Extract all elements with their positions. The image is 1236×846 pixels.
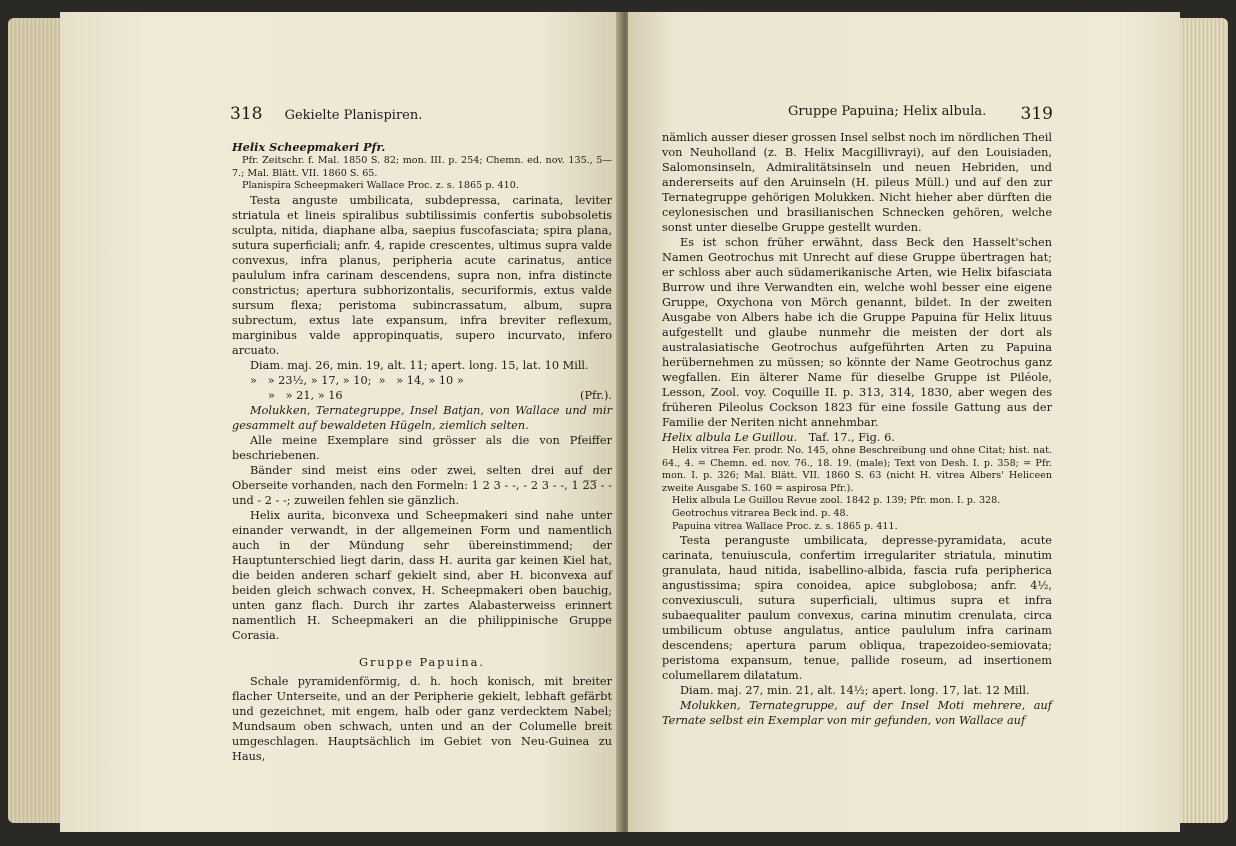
left-running-head (230, 104, 615, 124)
para-baender: Bänder sind meist eins oder zwei, selten drei auf der Oberseite vorhanden, nach den Formeln: 1 2 3 - -, - 2 3 - -, 1 2̅3̅ - - und - 2 - -; zuweilen fehlen sie gänzlich. (232, 463, 612, 507)
species-title: Helix Scheepmakeri Pfr. (232, 140, 386, 154)
measurement-line-1: Diam. maj. 26, min. 19, alt. 11; apert. long. 15, lat. 10 Mill. (250, 358, 589, 372)
right-page-number: 319 (1020, 104, 1053, 124)
reference-vitrea: Helix vitrea Fer. prodr. No. 145, ohne Beschreibung und ohne Citat; hist. nat. 64., 4. = Chemn. ed. nov. 76., 18. 19. (male); Text von Desh. I. p. 358; = Pfr. mon. I. p. 326; Mal. Blätt. VII. 1860 S. 63 (nicht H. vitrea Albers' Heliceen zweite Ausgabe S. 160 = aspirosa Pfr.). (662, 445, 1052, 494)
left-page (60, 12, 622, 832)
reference-1: Pfr. Zeitschr. f. Mal. 1850 S. 82; mon. III. p. 254; Chemn. ed. nov. 135., 5—7.; Mal. Blätt. VII. 1860 S. 65. (232, 155, 612, 179)
figure-reference: Taf. 17., Fig. 6. (808, 431, 895, 444)
measurement-line-3: » » 21, » 16 (268, 388, 343, 402)
reference-papuina: Papuina vitrea Wallace Proc. z. s. 1865 p. 411. (672, 520, 898, 532)
reference-geotrochus: Geotrochus vitrarea Beck ind. p. 48. (672, 507, 849, 519)
locality-albula: Molukken, Ternategruppe, auf der Insel Moti mehrere, auf Ternate selbst ein Exemplar von mir gefunden, von Wallace auf (662, 699, 1052, 728)
para-exemplare: Alle meine Exemplare sind grösser als die von Pfeiffer beschriebenen. (232, 433, 612, 462)
species-title-albula: Helix albula Le Guillou. (662, 431, 798, 444)
right-page (628, 12, 1180, 832)
right-running-head (658, 104, 1053, 124)
page-edges-left (8, 18, 68, 823)
measurement-source: (Pfr.). (580, 388, 612, 402)
para-aurita: Helix aurita, biconvexa und Scheepmakeri sind nahe unter einander verwandt, in der allgemeinen Form und namentlich auch in der Mündung sehr übereinstimmend; der Hauptunterschied liegt darin, dass H. aurita gar keinen Kiel hat, die beiden anderen scharf gekielt sind, aber H. biconvexa auf beiden gleich schwach convex, H. Scheepmakeri oben bauchig, unten ganz flach. Durch ihr zartes Alabasterweiss erinnert namentlich H. Scheepmakeri an die philippinische Gruppe Corasia. (232, 508, 612, 642)
group-description: Schale pyramidenförmig, d. h. hoch konisch, mit breiter flacher Unterseite, und an der Peripherie gekielt, lebhaft gefärbt und gezeichnet, mit engem, halb oder ganz verdecktem Nabel; Mundsaum oben schwach, unten und an der Columelle breit umgeschlagen. Hauptsächlich im Gebiet von Neu-Guinea zu Haus, (232, 674, 612, 763)
left-page-number: 318 (230, 104, 263, 124)
para-continued: nämlich ausser dieser grossen Insel selbst noch im nördlichen Theil von Neuholland (z. B. Helix Macgillivrayi), auf den Louisiaden, Salomonsinseln, Admiralitätsinseln und neuen Hebriden, und andererseits auf den Aruinseln (H. pileus Müll.) und auf den zur Ternategruppe gehörigen Molukken. Nicht hieher aber dürften die ceylonesischen und brasilianischen Schnecken gehören, welche sonst unter dieselbe Gruppe gestellt wurden. (662, 131, 1052, 234)
group-heading: Gruppe Papuina. (359, 655, 485, 669)
page-edges-right (1172, 18, 1228, 823)
reference-2: Planispira Scheepmakeri Wallace Proc. z. s. 1865 p. 410. (242, 180, 519, 192)
measurement-albula: Diam. maj. 27, min. 21, alt. 14½; apert. long. 17, lat. 12 Mill. (680, 684, 1030, 698)
left-head-title: Gekielte Planispiren. (284, 108, 423, 123)
measurement-line-2: » » 23½, » 17, » 10; » » 14, » 10 » (250, 373, 464, 387)
left-body (232, 140, 612, 764)
latin-diagnosis: Testa anguste umbilicata, subdepressa, carinata, leviter striatula et lineis spiralibus subtilissimis confertis subobsoletis sculpta, nitida, diaphane alba, saepius fuscofasciata; spira plana, sutura superficiali; anfr. 4, rapide crescentes, ultimus supra valde convexus, infra planus, peripheria acute carinatus, antice paululum infra carinam descendens, supra non, infra distincte constrictus; apertura subhorizontalis, securiformis, extus valde sursum flexa; peristoma subincrassatum, album, supra subrectum, extus late expansum, infra breviter reflexum, marginibus valde appropinquatis, supero incurvato, infero arcuato. (232, 193, 612, 357)
latin-diagnosis-albula: Testa peranguste umbilicata, depresse-pyramidata, acute carinata, tenuiuscula, confertim irregulariter striatula, minutim granulata, haud nitida, isabellino-albida, fascia rufa peripherica angustissima; spira conoidea, apice subglobosa; anfr. 4½, convexiusculi, sutura superficiali, ultimus supra et infra subaequaliter paulum convexus, carina minutim crenulata, circa umbilicum obtuse angulatus, antice paululum infra carinam descendens; apertura parum obliqua, trapezoideo-semiovata; peristoma expansum, tenue, pallide roseum, ad insertionem columellarem dilatatum. (662, 534, 1052, 683)
para-beck: Es ist schon früher erwähnt, dass Beck den Hasselt'schen Namen Geotrochus mit Unrecht auf diese Gruppe übertragen hat; er schloss aber auch südamerikanische Arten, wie Helix bifasciata Burrow und ihre Verwandten ein, welche wohl besser eine eigene Gruppe, Oxychona von Mörch genannt, bildet. In der zweiten Ausgabe von Albers habe ich die Gruppe Papuina für Helix lituus aufgestellt und glaube nunmehr die meisten der dort als australasiatische Geotrochus aufgeführten Arten zu Papuina herübernehmen zu müssen; so könnte der Name Geotrochus ganz wegfallen. Ein älterer Name für dieselbe Gruppe ist Piléole, Lesson, Zool. voy. Coquille II. p. 313, 314, 1830, aber wegen des früheren Pileolus Cockson 1823 für eine fossile Gattung aus der Familie der Neriten nicht annehmbar. (662, 236, 1052, 429)
species-heading (662, 430, 1052, 445)
locality: Molukken, Ternategruppe, Insel Batjan, von Wallace und mir gesammelt auf bewaldeten Hügeln, ziemlich selten. (232, 403, 612, 432)
reference-albula: Helix albula Le Guillou Revue zool. 1842 p. 139; Pfr. mon. I. p. 328. (672, 495, 1001, 507)
right-head-title: Gruppe Papuina; Helix albula. (788, 104, 987, 119)
right-body (662, 130, 1052, 728)
